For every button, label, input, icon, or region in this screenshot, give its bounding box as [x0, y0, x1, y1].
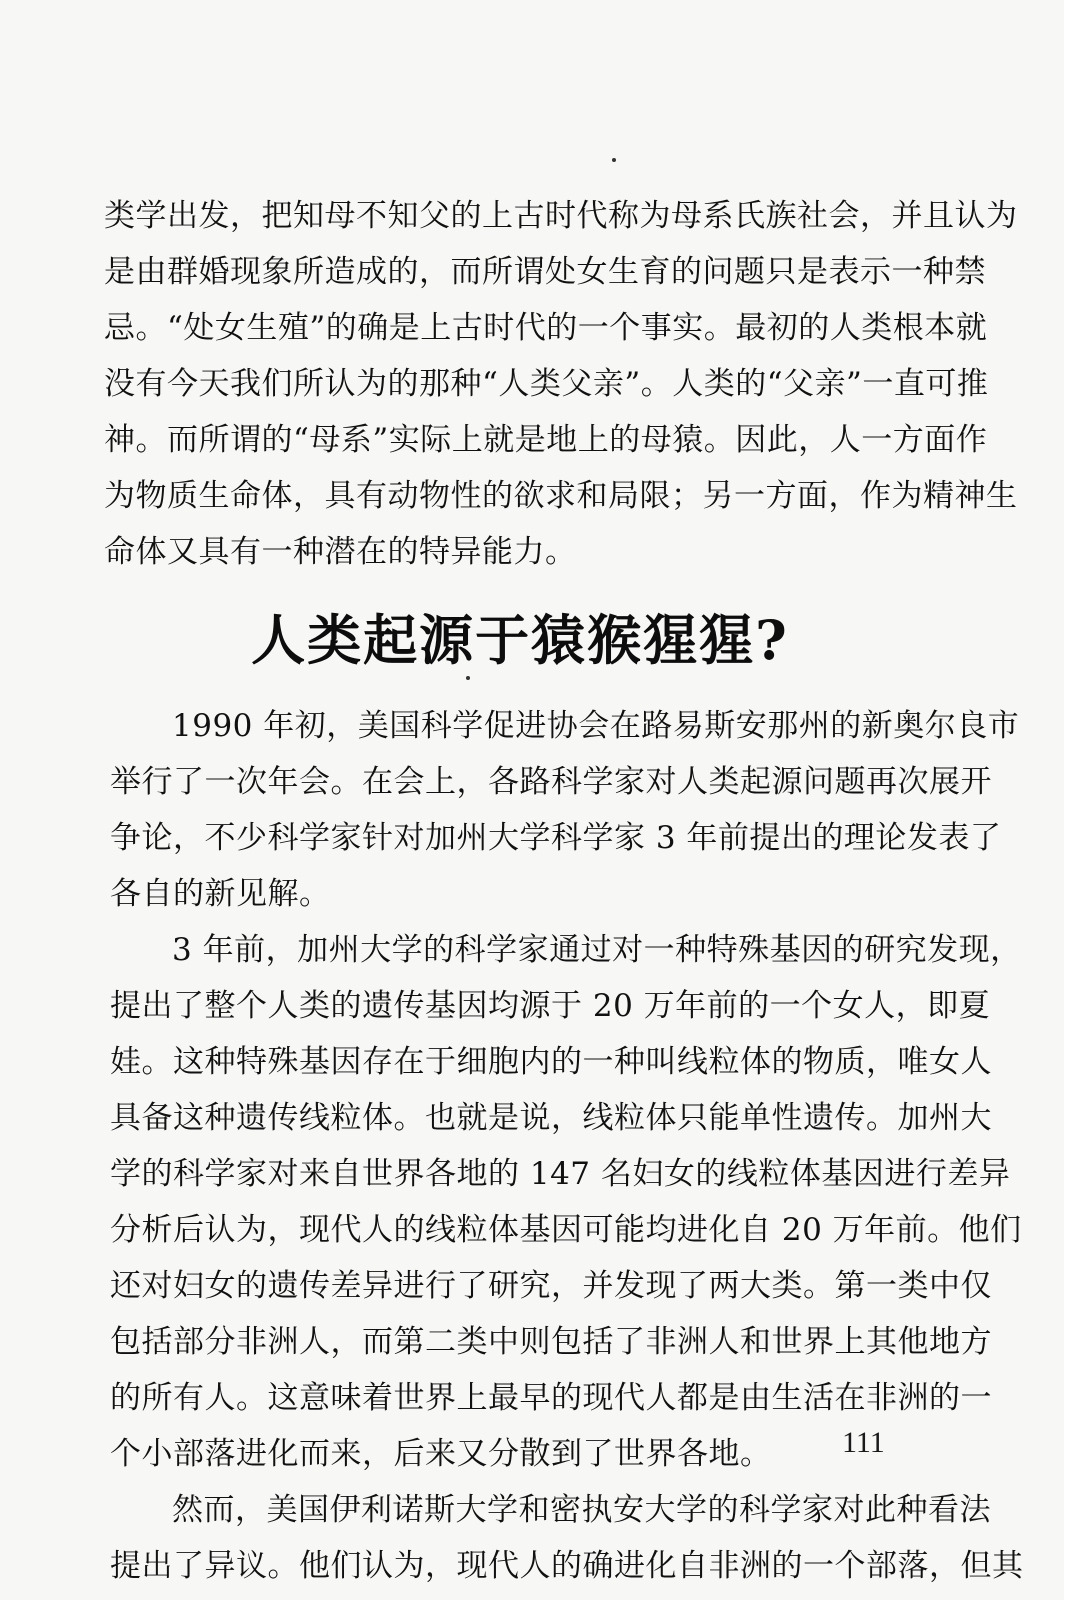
body-text	[110, 698, 1024, 1594]
text-line: 举行了一次年会。在会上，各路科学家对人类起源问题再次展开	[110, 764, 992, 800]
top-paragraph	[104, 188, 1018, 580]
page-edge	[1064, 0, 1080, 1600]
text-line: 是由群婚现象所造成的，而所谓处女生育的问题只是表示一种禁	[104, 254, 986, 290]
text-line: 分析后认为，现代人的线粒体基因可能均进化自 20 万年前。他们	[110, 1212, 1022, 1248]
scan-speck	[466, 676, 470, 680]
text-line: 提出了异议。他们认为，现代人的确进化自非洲的一个部落，但其	[110, 1548, 1024, 1584]
text-line: 然而，美国伊利诺斯大学和密执安大学的科学家对此种看法	[172, 1492, 991, 1528]
text-line: 命体又具有一种潜在的特异能力。	[104, 534, 577, 570]
text-line: 还对妇女的遗传差异进行了研究，并发现了两大类。第一类中仅	[110, 1268, 992, 1304]
scan-speck	[612, 158, 616, 162]
text-line: 类学出发，把知母不知父的上古时代称为母系氏族社会，并且认为	[104, 198, 1018, 234]
text-line: 3 年前，加州大学的科学家通过对一种特殊基因的研究发现，	[172, 932, 1022, 968]
text-line: 提出了整个人类的遗传基因均源于 20 万年前的一个女人，即夏	[110, 988, 991, 1024]
text-line: 为物质生命体，具有动物性的欲求和局限；另一方面，作为精神生	[104, 478, 1018, 514]
text-line: 具备这种遗传线粒体。也就是说，线粒体只能单性遗传。加州大	[110, 1100, 992, 1136]
text-line: 各自的新见解。	[110, 876, 331, 912]
text-line: 1990 年初，美国科学促进协会在路易斯安那州的新奥尔良市	[172, 708, 1020, 744]
text-line: 神。而所谓的“母系”实际上就是地上的母猿。因此，人一方面作	[104, 422, 988, 458]
page-number: 111	[842, 1426, 885, 1459]
text-line: 娃。这种特殊基因存在于细胞内的一种叫线粒体的物质，唯女人	[110, 1044, 992, 1080]
text-line: 的所有人。这意味着世界上最早的现代人都是由生活在非洲的一	[110, 1380, 992, 1416]
text-line: 学的科学家对来自世界各地的 147 名妇女的线粒体基因进行差异	[110, 1156, 1011, 1192]
text-line: 个小部落进化而来，后来又分散到了世界各地。	[110, 1436, 772, 1472]
text-line: 没有今天我们所认为的那种“人类父亲”。人类的“父亲”一直可推	[104, 366, 989, 402]
section-title: 人类起源于猿猴猩猩?	[251, 608, 789, 672]
text-line: 忌。“处女生殖”的确是上古时代的一个事实。最初的人类根本就	[104, 310, 988, 346]
text-line: 包括部分非洲人，而第二类中则包括了非洲人和世界上其他地方	[110, 1324, 992, 1360]
text-line: 争论，不少科学家针对加州大学科学家 3 年前提出的理论发表了	[110, 820, 1002, 856]
